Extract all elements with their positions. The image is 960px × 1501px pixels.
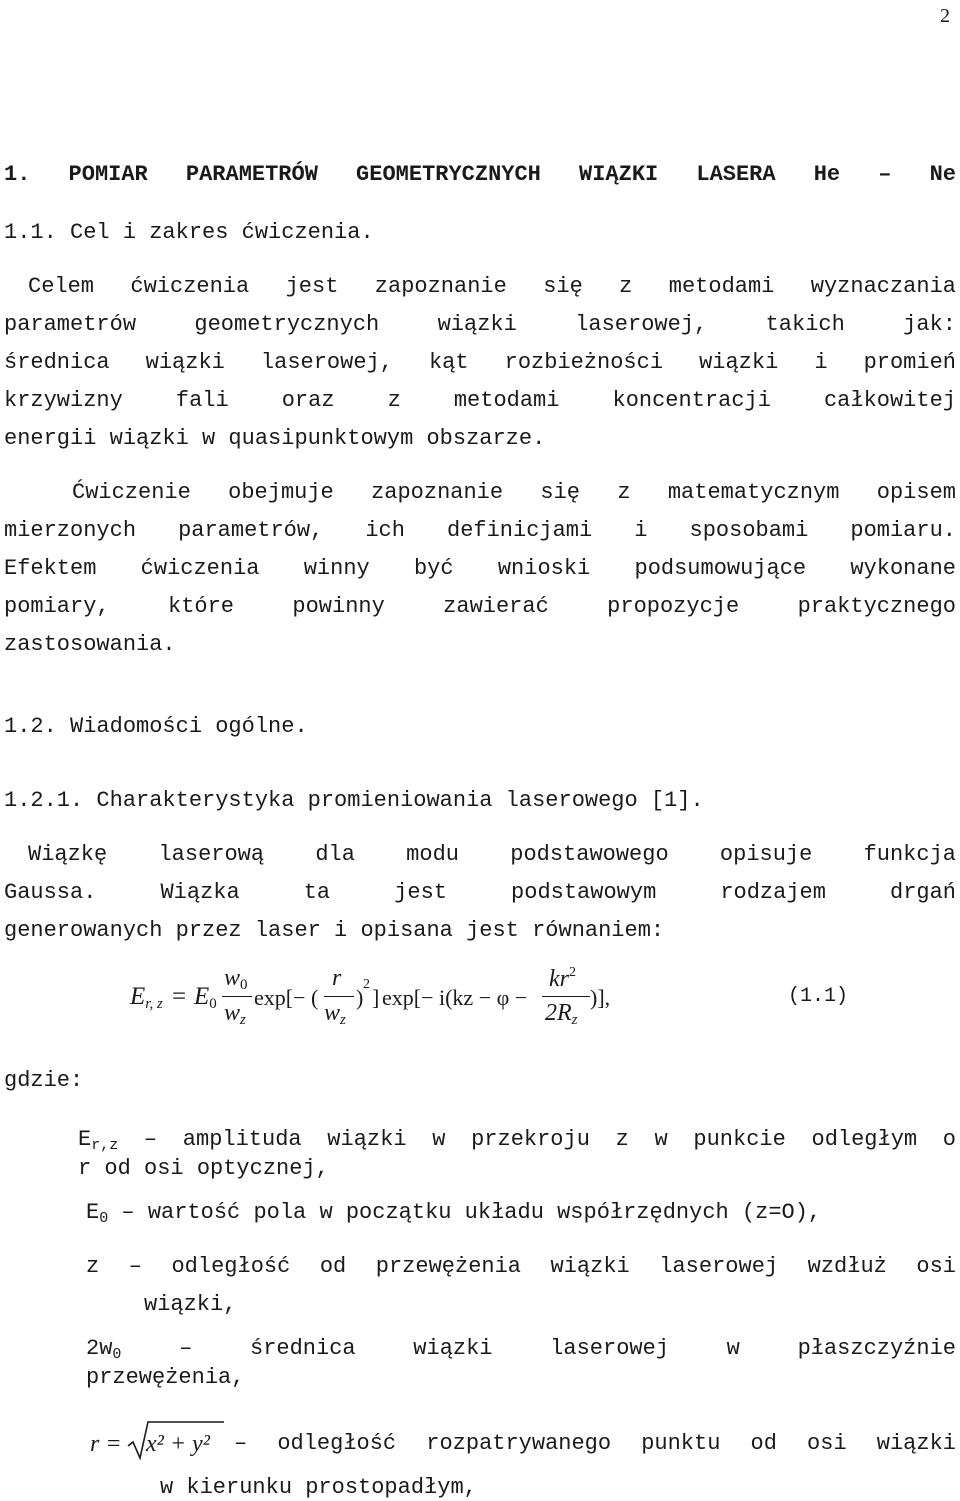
- text-line: energii wiązki w quasipunktowym obszarze.: [4, 426, 546, 451]
- page-number: 2: [940, 5, 950, 27]
- fraction-bar: [324, 996, 354, 997]
- fraction-denominator: $2R_z$: [545, 1000, 578, 1028]
- fraction-numerator: r: [332, 965, 342, 991]
- definition-amplitude-cont: r od osi optycznej,: [78, 1156, 329, 1181]
- definition-diameter-cont: przewężenia,: [86, 1365, 245, 1390]
- equation-exp1-power: 2: [363, 977, 370, 992]
- text-line: parametrów geometrycznych wiązki laserowej, takich jak:: [4, 312, 956, 337]
- section-heading-1-2-1: 1.2.1. Charakterystyka promieniowania laserowego [1].: [4, 788, 704, 813]
- chapter-title: 1. POMIAR PARAMETRÓW GEOMETRYCZNYCH WIĄZKI LASERA He – Ne: [4, 162, 956, 187]
- text-line: Celem ćwiczenia jest zapoznanie się z metodami wyznaczania: [28, 274, 956, 299]
- definition-z: z – odległość od przewężenia wiązki laserowej wzdłuż osi: [86, 1254, 956, 1279]
- text-line: średnica wiązki laserowej, kąt rozbieżności wiązki i promień: [4, 350, 956, 375]
- definition-amplitude: $E_{r,z}$ – amplituda wiązki w przekroju z w punkcie odległym o: [78, 1127, 956, 1154]
- definition-r-radicand: x² + y²: [146, 1431, 210, 1457]
- equation-exp2-open: exp[− i(kz − φ −: [382, 985, 528, 1010]
- fraction-numerator: $w_0$: [224, 965, 248, 993]
- equation-exp1-end: ]: [372, 985, 380, 1010]
- equation-e0: $E_0$: [194, 983, 217, 1012]
- section-heading-1-2: 1.2. Wiadomości ogólne.: [4, 714, 308, 739]
- text-line: generowanych przez laser i opisana jest równaniem:: [4, 918, 665, 943]
- text-line: Wiązkę laserową dla modu podstawowego opisuje funkcja: [28, 842, 956, 867]
- fraction-bar: [222, 996, 252, 997]
- equation-exp1-open: exp[− (: [254, 985, 319, 1010]
- definition-r-symbol: r =: [90, 1431, 122, 1457]
- where-label: gdzie:: [4, 1068, 84, 1093]
- definition-r-cont: w kierunku prostopadłym,: [160, 1475, 477, 1500]
- text-line: krzywizny fali oraz z metodami koncentracji całkowitej: [4, 388, 956, 413]
- text-line: Efektem ćwiczenia winny być wnioski podsumowujące wykonane: [4, 556, 956, 581]
- definition-diameter: $2w_0$ – średnica wiązki laserowej w płaszczyźnie: [86, 1336, 956, 1363]
- fraction-denominator: $w_z$: [224, 1000, 246, 1028]
- equation-equals: =: [172, 983, 187, 1010]
- definition-e0: $E_0$ – wartość pola w początku układu współrzędnych (z=O),: [86, 1200, 822, 1227]
- equation-exp1-close: ): [356, 985, 364, 1010]
- text-line: Gaussa. Wiązka ta jest podstawowym rodzajem drgań: [4, 880, 956, 905]
- fraction-numerator: $kr^2$: [549, 965, 576, 992]
- text-line: Ćwiczenie obejmuje zapoznanie się z matematycznym opisem: [72, 480, 956, 505]
- text-line: zastosowania.: [4, 632, 176, 657]
- equation-number: (1.1): [788, 985, 849, 1008]
- equation-exp2-close: )],: [590, 985, 611, 1010]
- definition-z-cont: wiązki,: [144, 1292, 237, 1317]
- equation-lhs: $E_{r, z}$: [130, 983, 163, 1012]
- fraction-bar: [542, 996, 590, 997]
- text-line: pomiary, które powinny zawierać propozycje praktycznego: [4, 594, 956, 619]
- definition-r: – odległość rozpatrywanego punktu od osi wiązki: [234, 1431, 956, 1456]
- section-heading-1-1: 1.1. Cel i zakres ćwiczenia.: [4, 220, 374, 245]
- fraction-denominator: $w_z$: [324, 1000, 346, 1028]
- text-line: mierzonych parametrów, ich definicjami i sposobami pomiaru.: [4, 518, 956, 543]
